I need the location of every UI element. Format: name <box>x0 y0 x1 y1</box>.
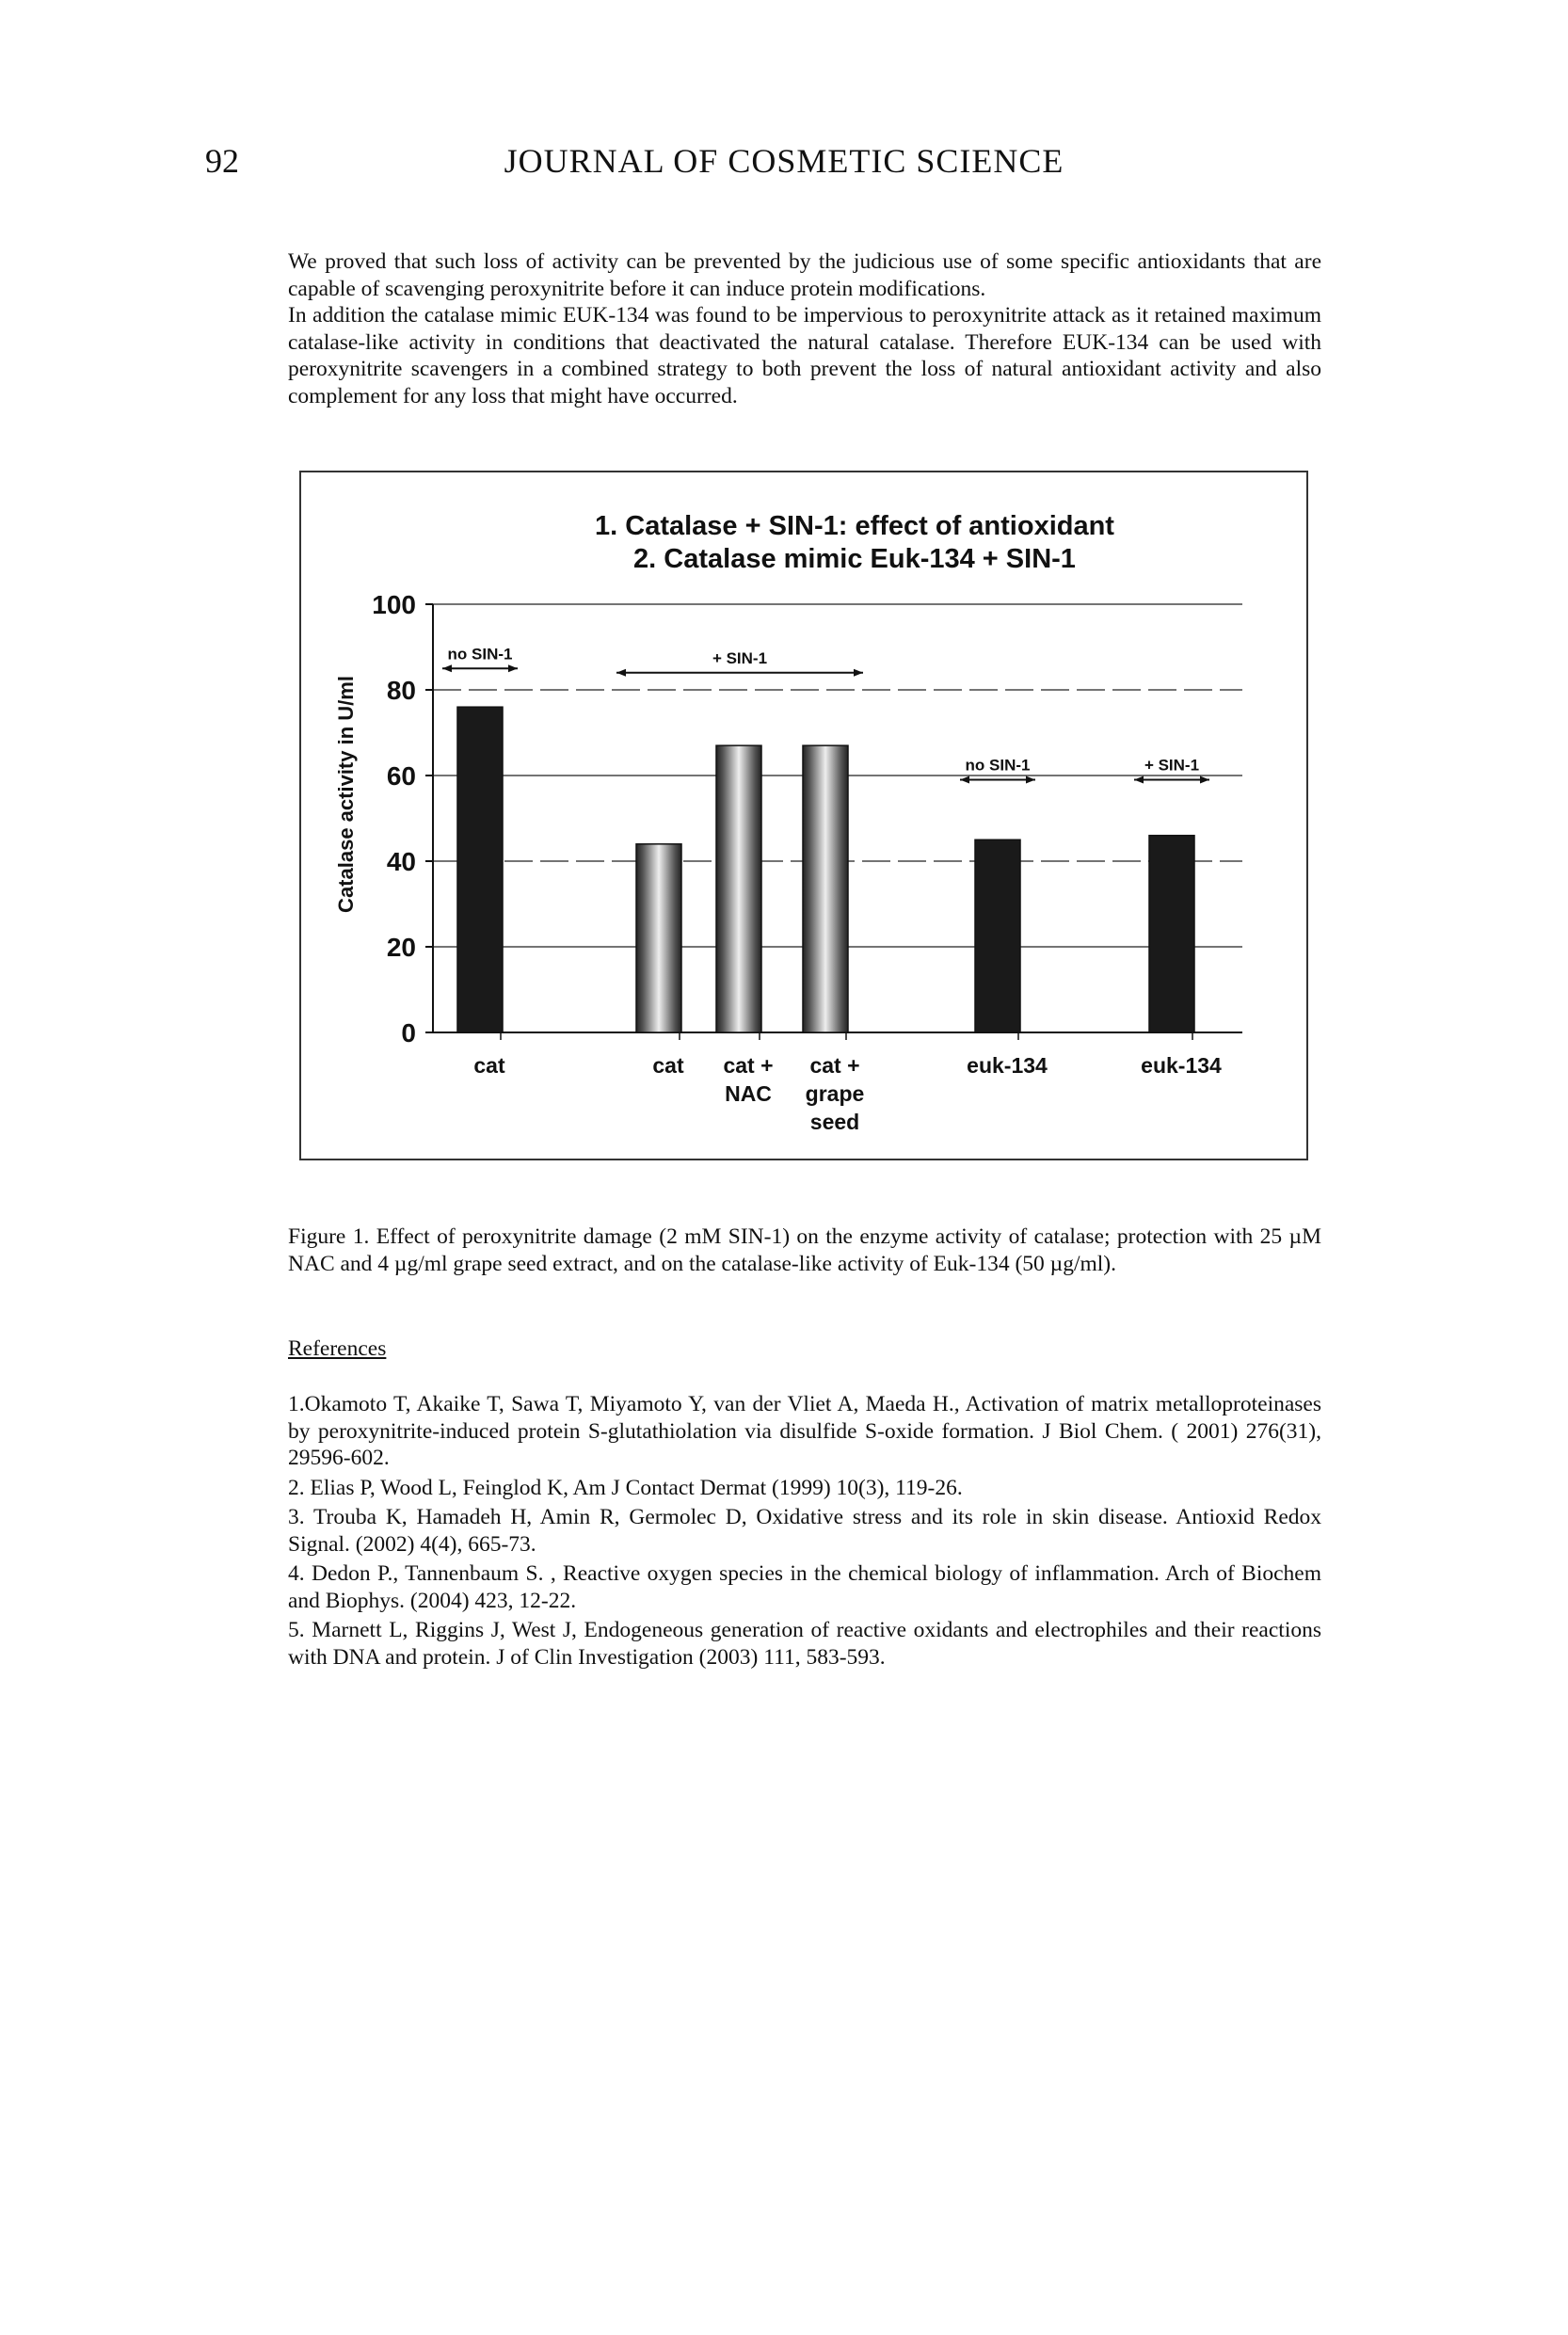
bar <box>636 844 681 1032</box>
y-tick-label: 60 <box>386 761 416 791</box>
figure-1 <box>299 471 1308 1160</box>
x-tick-label: cat <box>652 1053 684 1078</box>
y-tick-label: 0 <box>401 1018 416 1048</box>
references-heading: References <box>288 1336 387 1361</box>
arrowhead-left <box>960 776 969 784</box>
body-text <box>288 248 1321 409</box>
x-tick-label: euk-134 <box>967 1053 1048 1078</box>
x-tick-label: grape <box>805 1081 865 1106</box>
y-tick-label: 80 <box>386 676 416 705</box>
reference-item: 5. Marnett L, Riggins J, West J, Endogeneous generation of reactive oxidants and electrophiles and their reactions with DNA and protein. J of Clin Investigation (2003) 111, 583-593. <box>288 1618 1321 1670</box>
bar-chart <box>301 472 1306 1159</box>
x-tick-label: cat + <box>723 1053 774 1078</box>
x-tick-label: cat <box>473 1053 505 1078</box>
bar <box>1149 836 1194 1032</box>
y-tick-label: 100 <box>372 590 416 619</box>
page-number: 92 <box>205 142 239 180</box>
reference-item: 4. Dedon P., Tannenbaum S. , Reactive oxygen species in the chemical biology of inflammation. Arch of Biochem and Biophys. (2004) 423, 12-22. <box>288 1561 1321 1613</box>
annotation-label: + SIN-1 <box>712 648 768 667</box>
arrowhead-left <box>616 669 626 677</box>
arrowhead-right <box>1200 776 1209 784</box>
x-tick-label: cat + <box>809 1053 860 1078</box>
annotation-label: no SIN-1 <box>447 645 513 664</box>
chart-subtitle: 2. Catalase mimic Euk-134 + SIN-1 <box>633 544 1076 574</box>
arrowhead-left <box>1134 776 1144 784</box>
bar <box>457 707 503 1032</box>
bar <box>975 840 1020 1032</box>
annotation-label: no SIN-1 <box>965 756 1031 775</box>
bar <box>716 745 761 1032</box>
y-tick-label: 40 <box>386 847 416 876</box>
arrowhead-right <box>854 669 863 677</box>
y-axis-label: Catalase activity in U/ml <box>334 676 358 913</box>
arrowhead-right <box>508 664 518 672</box>
chart-title: 1. Catalase + SIN-1: effect of antioxidant <box>595 511 1114 541</box>
x-tick-label: NAC <box>725 1081 772 1106</box>
reference-item: 1.Okamoto T, Akaike T, Sawa T, Miyamoto Y, van der Vliet A, Maeda H., Activation of matrix metalloproteinases by peroxynitrite-induced protein S-glutathiolation via disulfide S-oxide formation. J Biol Chem. ( 2001) 276(31), 29596-602. <box>288 1392 1321 1470</box>
running-head: JOURNAL OF COSMETIC SCIENCE <box>504 142 1064 180</box>
reference-item: 2. Elias P, Wood L, Feinglod K, Am J Contact Dermat (1999) 10(3), 119-26. <box>288 1475 963 1500</box>
x-tick-label: seed <box>809 1110 860 1134</box>
bar <box>803 745 848 1032</box>
y-tick-label: 20 <box>386 933 416 962</box>
figure-caption: Figure 1. Effect of peroxynitrite damage (2 mM SIN-1) on the enzyme activity of catalase; protection with 25 µM NAC and 4 µg/ml grape seed extract, and on the catalase-like activity of Euk-134 (50 µg/ml). <box>288 1224 1321 1276</box>
arrowhead-left <box>442 664 452 672</box>
body-paragraph: In addition the catalase mimic EUK-134 was found to be impervious to peroxynitrite attack as it retained maximum catalase-like activity in conditions that deactivated the natural catalase. Therefore EUK-134 can be used with peroxynitrite scavengers in a combined strategy to both prevent the loss of natural antioxidant activity and also complement for any loss that might have occurred. <box>288 303 1321 408</box>
x-tick-label: euk-134 <box>1141 1053 1222 1078</box>
arrowhead-right <box>1026 776 1035 784</box>
annotation-label: + SIN-1 <box>1144 756 1200 775</box>
reference-item: 3. Trouba K, Hamadeh H, Amin R, Germolec D, Oxidative stress and its role in skin disease. Antioxid Redox Signal. (2002) 4(4), 665-73. <box>288 1505 1321 1557</box>
reference-list <box>288 1391 1321 1673</box>
body-paragraph: We proved that such loss of activity can be prevented by the judicious use of some specific antioxidants that are capable of scavenging peroxynitrite before it can induce protein modifications. <box>288 249 1321 301</box>
